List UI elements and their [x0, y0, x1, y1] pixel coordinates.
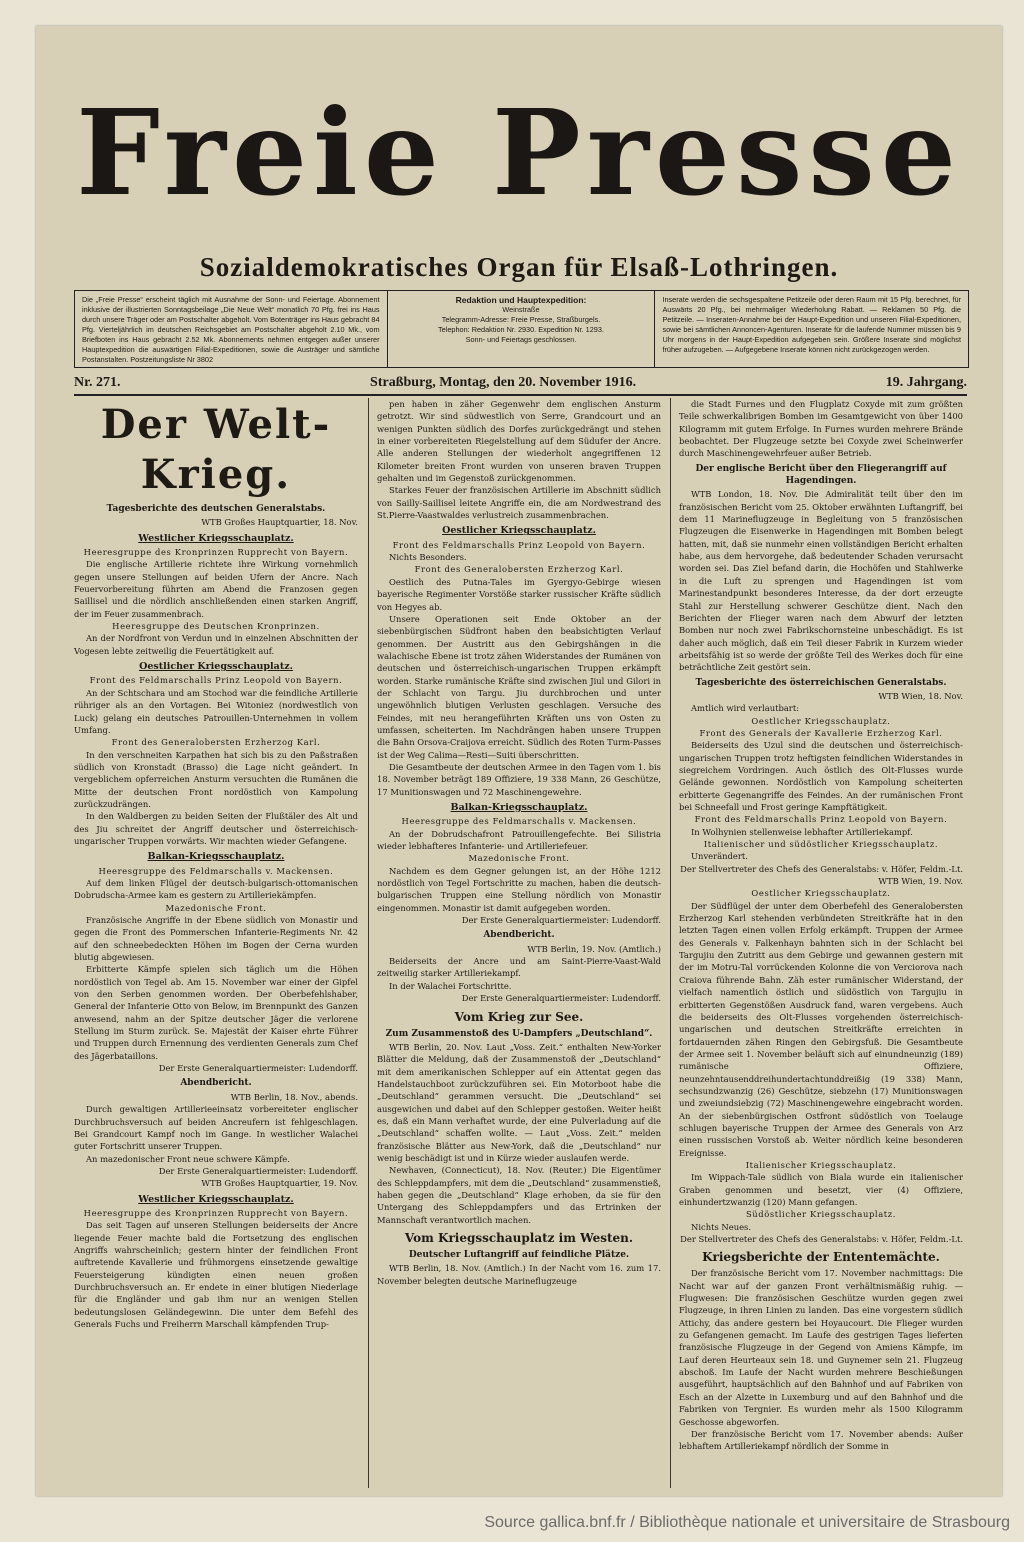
paragraph: In den verschneiten Karpathen hat sich bis zu den Paßstraßen südlich von Kronstadt (Brasso) die Lage nicht geändert. In vergeblichem opferreichen Ansturm versuchten die Rumänen die Mitte der deutschen Front nordöstlich von Kampolung zurückzudrängen. — [74, 749, 358, 809]
heading: Tagesberichte des deutschen Generalstabs. — [106, 504, 326, 514]
heading: Zum Zusammenstoß des U-Dampfers „Deutschland“. — [385, 1028, 653, 1039]
paragraph: Amtlich wird verlautbart: — [691, 703, 799, 714]
heading: Heeresgruppe des Kronprinzen Rupprecht von Bayern. — [83, 547, 349, 558]
paragraph: An der Nordfront von Verdun und in einzelnen Abschnitten der Vogesen lebte zeitweilig die Feuertätigkeit auf. — [74, 633, 358, 656]
heading: Heeresgruppe des Kronprinzen Rupprecht von Bayern. — [83, 1207, 349, 1218]
paragraph: An der Schtschara und am Stochod war die feindliche Artillerie rühriger als an den Vortagen. Bei Witoniez (nordwestlich von Luck) gelang ein deutsches Patrouillen-Unternehmen in vollem Umfang. — [74, 687, 358, 735]
issue-number: Nr. 271. — [74, 375, 121, 390]
paragraph: In den Waldbergen zu beiden Seiten der Flußtäler des Alt und des Jiu schreitet der Angriff deutscher und österreichisch-ungarischer Truppen vorwärts. Wir machten wieder Gefangene. — [74, 811, 358, 846]
paragraph: Newhaven, (Connecticut), 18. Nov. (Reuter.) Die Eigentümer des Schleppdampfers, mit dem die „Deutschland“ zusammenstieß, haben gegen die „Deutschland“ Klage erhoben, da sie für den Untergang des Schleppdampfers und das Ertrinken der Mannschaft verantwortlich machen. — [377, 1165, 661, 1225]
heading: Südöstlicher Kriegsschauplatz. — [745, 1209, 897, 1220]
subtitle: Sozialdemokratisches Organ für Elsaß-Lothringen. — [199, 252, 839, 282]
advertising-info: Inserate werden die sechsgespaltene Petitzeile oder deren Raum mit 15 Pfg. berechnet, für Auswärts 20 Pfg., bei mehrmaliger Wiederholung Rabatt. — Reklamen 50 Pfg. die Petitzeile. — Inseraten-Annahme bei der Haupt-Expedition und unseren Filial-Expeditionen, sowie bei sämtlichen Annoncen-Agenturen. Inserate für die laufende Nummer müssen bis 9 Uhr morgens in der Haupt-Expedition aufgegeben sein. Größere Inserate sind möglichst früher aufzugeben. — Aufgegebene Inserate können nicht zurückgezogen werden. — [662, 295, 961, 354]
heading: Abendbericht. — [483, 930, 555, 941]
paragraph: Oestlich des Putna-Tales im Gyergyo-Gebirge wiesen bayerische Regimenter Vorstöße starker russischer Kräfte südlich von Hegyes ab. — [377, 576, 661, 612]
volume: 19. Jahrgang. — [885, 375, 967, 390]
heading: Oestlicher Kriegsschauplatz. — [751, 715, 891, 726]
column-rule — [670, 398, 671, 1488]
paragraph: An der Dobrudschafront Patrouillengefechte. Bei Silistria wieder lebhafteres Infanterie- und Artilleriefeuer. — [377, 828, 661, 852]
paragraph: Beiderseits der Ancre und am Saint-Pierre-Vaast-Wald zeitweilig starker Artilleriekampf. — [377, 956, 661, 979]
heading: Front des Generalobersten Erzherzog Karl. — [111, 737, 321, 748]
byline: Der Erste Generalquartiermeister: Ludendorff. — [461, 915, 661, 926]
editorial-street: Weinstraße — [502, 305, 540, 314]
source-credit: Source gallica.bnf.fr / Bibliothèque nationale et universitaire de Strasbourg — [484, 1514, 1010, 1531]
paragraph: Nichts Neues. — [691, 1221, 752, 1232]
editorial-hours: Sonn- und Feiertags geschlossen. — [465, 335, 577, 344]
editorial-info — [388, 291, 656, 367]
section-title: Der Welt-Krieg. — [100, 401, 332, 498]
byline: WTB Wien, 18. Nov. — [878, 690, 963, 701]
paragraph: An mazedonischer Front neue schwere Kämpfe. — [86, 1153, 290, 1164]
heading: Vom Kriegsschauplatz im Westen. — [404, 1231, 634, 1245]
paragraph: Der französische Bericht vom 17. November abends: Außer lebhaftem Artilleriekampf nördlich der Somme in — [679, 1428, 963, 1452]
heading: Front des Feldmarschalls Prinz Leopold von Bayern. — [694, 814, 948, 825]
byline: Der Erste Generalquartiermeister: Ludendorff. — [158, 1165, 358, 1176]
paragraph: Nichts Besonders. — [389, 552, 467, 563]
heading: Tagesberichte des österreichischen Generalstabs. — [695, 677, 947, 688]
heading: Front des Feldmarschalls Prinz Leopold von Bayern. — [392, 539, 646, 550]
paragraph: die Stadt Furnes und den Flugplatz Coxyde mit zum größten Teile schwerkalibrigen Bomben im Gesamtgewicht von über 1400 Kilogramm mit gutem Erfolge. In Furnes wurden mehrere Brände beobachtet. Der Flugzeuge setzte bei Coxyde zwei Scheinwerfer durch Maschinengewehrfeuer außer Betrieb. — [679, 399, 963, 459]
paragraph: WTB Berlin, 20. Nov. Laut „Voss. Zeit.“ enthalten New-Yorker Blätter die Meldung, daß der Zusammenstoß der „Deutschland“ mit dem amerikanischen Schlepper auf ein Attentat gegen das Handelstauchboot zurückzuführen sei. Ein Motorboot habe die „Deutschland“ gerammen versucht. Die „Deutschland“ sei ausgewichen und dabei auf den Schlepper gestoßen. Weiter heißt es, daß ein Mann verhaftet wurde, der eine Pulverladung auf die „Deutschland“ schaffen wollte. — Laut „Voss. Zeit.“ melden französische Blätter aus New-York, daß die „Deutschland“ nur wenig beschädigt ist und in Kürze wieder auslaufen werde. — [377, 1041, 661, 1163]
paragraph: Unsere Operationen seit Ende Oktober an der siebenbürgischen Südfront haben den beabsichtigten Verlauf genommen. Der Austritt aus den Gebirgshängen in die walachische Ebene ist trotz zähen Widerstandes der Rumänen von deutschen und österreichisch-ungarischen Truppen erkämpft worden. Starke rumänische Kräfte sind zwischen Jiul und Gilori in der Schlacht von Targu. Jiu durchbrochen und unter ungewöhnlich blutigen Verlusten geschlagen. Versuche des Feindes, mit neu herangeführten Kräften uns von Osten zu umfassen, scheiterten. Im Nachdrängen haben unsere Truppen die Bahn Orsova-Craijova erreicht. Südlich des Roten Turm-Passes ist der Weg Calima—Resti—Suiti überschritten. — [377, 613, 661, 760]
heading: Italienischer Kriegsschauplatz. — [745, 1159, 897, 1170]
heading: Heeresgruppe des Feldmarschalls v. Mackensen. — [98, 865, 334, 876]
heading: Oestlicher Kriegsschauplatz. — [751, 888, 891, 899]
paragraph: Die Gesamtbeute der deutschen Armee in den Tagen vom 1. bis 18. November beträgt 189 Offiziere, 19 338 Mann, 26 Geschütze, 17 Munitionswagen und 72 Maschinengewehre. — [377, 761, 661, 797]
paragraph: Erbitterte Kämpfe spielen sich täglich um die Höhen nordöstlich von Tegel ab. Am 15. November war einer der Gipfel von den Serben genommen worden. Der Oberbefehlshaber, General der Infanterie Otto von Below, im Brennpunkt des Ganzen anwesend, nahm an der Spitze deutscher Jäger die verlorene Stellung im Sturm zurück. Se. Majestät der Kaiser ehrte Führer und Truppen durch Ernennung des verdienten Generals zum Chef des Jägerbataillons. — [74, 964, 358, 1061]
paragraph: Der französische Bericht vom 17. November nachmittags: Die Nacht war auf der ganzen Front verhältnismäßig ruhig. — Flugwesen: Die französischen Geschütze wurden gegen zwei Flugzeuge, in ihren Linien zu landen. Das eine vorgestern südlich Attichy, das andere gestern bei Hoyaucourt. Die Flieger wurden zu Gefangenen gemacht. Im Laufe des gestrigen Tages lieferten französische Flugzeuge in der Gegend von Amiens Kämpfe, im Lauf deren Heurteaux sein 18. und Guynemer sein 21. Flugzeug abschoß. Im Laufe der Nacht wurden mehrere Beschießungen ausgeführt, hauptsächlich auf den Bahnhof und auf Fabriken von Esch an der Alzette in Luxemburg und auf den Bahnhof und die Fabriken von Tergnier. Es wurden mehr als 1500 Kilogramm Geschosse abgeworfen. — [679, 1268, 963, 1427]
byline: WTB Berlin, 18. Nov., abends. — [230, 1091, 358, 1102]
byline: Der Stellvertreter des Chefs des Generalstabs: v. Höfer, Feldm.-Lt. — [680, 1234, 963, 1245]
paragraph: Im Wippach-Tale südlich von Biala wurde ein italienischer Graben genommen und besetzt, vier (4) Offiziere, einhundertzwanzig (120) Mann gefangen. — [679, 1172, 963, 1207]
column-3-body — [679, 398, 963, 1453]
column-2-body — [377, 398, 661, 1287]
column-1 — [74, 398, 358, 1488]
paragraph: Nachdem es dem Gegner gelungen ist, an der Höhe 1212 nordöstlich von Tegel Fortschritte zu machen, haben die deutsch-bulgarischen Truppen eine Stellung nördlich von Monastir eingenommen. Monastir ist damit aufgegeben worden. — [377, 865, 661, 913]
byline: Der Erste Generalquartiermeister: Ludendorff. — [158, 1063, 358, 1074]
heading: Front des Generalobersten Erzherzog Karl. — [414, 564, 624, 575]
byline: WTB Wien, 19. Nov. — [878, 876, 963, 887]
heading: Front des Generals der Kavallerie Erzherzog Karl. — [699, 727, 943, 738]
masthead: Freie Presse — [76, 83, 962, 222]
byline: WTB Großes Hauptquartier, 18. Nov. — [201, 517, 358, 528]
editorial-telephone: Telephon: Redaktion Nr. 2930. Expedition Nr. 1293. — [438, 325, 604, 334]
byline: WTB Großes Hauptquartier, 19. Nov. — [201, 1178, 358, 1189]
paragraph: Beiderseits des Uzul sind die deutschen und österreichisch-ungarischen Truppen trotz heftigsten feindlichen Widerstandes in siegreichem Vordringen. Auch östlich des Olt-Flusses wurde Gelände gewonnen. Nordöstlich von Kampolung scheiterten erbitterte Gegenangriffe des Feindes. An der rumänischen Front bei Schneefall und Frost geringe Kampftätigkeit. — [679, 740, 963, 812]
heading: Westlicher Kriegsschauplatz. — [138, 1193, 294, 1205]
paragraph: In Wolhynien stellenweise lebhafter Artilleriekampf. — [691, 826, 913, 837]
paragraph: Die englische Artillerie richtete ihre Wirkung vornehmlich gegen unsere Stellungen auf beiden Ufern der Ancre. Nach Feuervorbereitung führten am Abend die Franzosen gegen Saillisel und die nördlich anschließenden einen starken Angriff, der im Feuer zusammenbrach. — [74, 559, 358, 619]
heading: Mazedonische Front. — [165, 902, 267, 913]
info-box — [74, 290, 969, 368]
paragraph: WTB Berlin, 18. Nov. (Amtlich.) In der Nacht vom 16. zum 17. November belegten deutsche Marineflugzeuge — [377, 1263, 661, 1286]
heading: Balkan-Kriegsschauplatz. — [147, 851, 285, 863]
heading: Der englische Bericht über den Fliegerangriff auf Hagendingen. — [695, 463, 947, 487]
heading: Abendbericht. — [180, 1078, 252, 1089]
heading: Mazedonische Front. — [468, 853, 570, 864]
heading: Kriegsberichte der Ententemächte. — [702, 1250, 940, 1265]
paragraph: Unverändert. — [691, 851, 748, 862]
column-3 — [679, 398, 963, 1488]
editorial-telegram: Telegramm-Adresse: Freie Presse, Straßburgels. — [441, 315, 601, 324]
paragraph: Starkes Feuer der französischen Artillerie im Abschnitt südlich von Sailly-Saillisel leitete Angriffe ein, die am Nordwestrand des St.Pierre-Vaastwaldes verlustreich zusammenbrachen. — [377, 485, 661, 521]
heading: Heeresgruppe des Feldmarschalls v. Mackensen. — [401, 816, 637, 827]
paragraph: Der Südflügel der unter dem Oberbefehl des Generalobersten Erzherzog Karl stehenden verbündeten Streitkräfte hat in den letzten Tagen einen vollen Erfolg erkämpft. Truppen der Armee des Generals v. Falkenhayn bahnten sich in der Schlacht bei Targujiu den Zutritt aus dem Gebirge und gewannen gestern mit der im Motru-Tal vorrückenden Kolonne die von Verciorova nach Craiova führende Bahn. Zäh ester rumänischer Widerstand, der vielfach namentlich östlich und südöstlich von Targujiu in erbitterten Gegenstößen Ausdruck fand, waren vergebens. Auch die beiderseits des Olt-Flusses vorgehenden österreichisch-ungarischen und deutschen Streitkräfte erreichten in fortdauernden zähen Ringen den Gebirgsfuß. Die Gesamtbeute der Armee seit 1. November beläuft sich auf einundneunzig (189) rumänische Offiziere, neunzehntausenddreihundertachtunddreißig (19 338) Mann, sechsundzwanzig (26) Geschütze, siebzehn (17) Munitionswagen und zweiundsiebzig (72) Maschinengewehre eingebracht worden. An der siebenbürgischen Ostfront südöstlich von Toelauge schlugen bayerische Truppen der Armee des Generals von Arz einen russischen Vorstoß ab. Weiter nördlich keine besonderen Ereignisse. — [679, 900, 963, 1158]
heading: Heeresgruppe des Deutschen Kronprinzen. — [112, 621, 320, 632]
paragraph: WTB London, 18. Nov. Die Admiralität teilt über den im französischen Bericht vom 25. Oktober erwähnten Luftangriff, bei dem 11 Marineflugzeuge in Begleitung von 5 französischen Flugzeugen die Eisenwerke in Hagendingen mit Bomben belegt hatten, mit, daß sie nunmehr einen vollständigen Bericht erhalten habe, aus dem hervorgehe, daß bedeutender Schaden verursacht worden sei. Das Ziel befand darin, die Hochöfen und Stahlwerke in die Luft zu sprengen und Hagendingen ist vom Marinestandpunkt besonderes Interesse, da der dort erzeugte Stahl zur Herstellung schwerer Geschütze dient. Nach den Berichten der Flieger waren nach dem Abwurf der letzten Bomben nur noch zwei Fabrikschornsteine unbeschädigt. Es ist daher auch möglich, daß ein Teil dieser Fabrik in Kurzem wieder arbeitsfähig ist so werde der größte Teil des Werkes doch für eine beträchtliche Zeit gestört sein. — [679, 489, 963, 673]
dateline — [74, 372, 967, 396]
newspaper-page — [36, 26, 1002, 1496]
heading: Italienischer und südöstlicher Kriegsschauplatz. — [703, 839, 939, 850]
paragraph: Französische Angriffe in der Ebene südlich von Monastir und gegen die Front des Pommerschen Infanterie-Regiments Nr. 42 auf den schneebedeckten Höhen im Bogen der Cerna wurden blutig abgewiesen. — [74, 915, 358, 963]
paragraph: Auf dem linken Flügel der deutsch-bulgarisch-ottomanischen Dobrudscha-Armee kam es gestern zu Artilleriekämpfen. — [74, 877, 358, 901]
byline: Der Stellvertreter des Chefs des Generalstabs: v. Höfer, Feldm.-Lt. — [680, 863, 963, 874]
heading: Vom Krieg zur See. — [454, 1009, 584, 1024]
paragraph: Das seit Tagen auf unseren Stellungen beiderseits der Ancre liegende Feuer machte bald die Fortsetzung des englischen Angriffs wahrscheinlich; gestern hinter der feindlichen Front auftretende Kavallerie und frühmorgens einsetzende gewaltige Feuersteigerung kündigten einen neuen großen Durchbruchsversuch an. Er endete in einer blutigen Niederlage für die Engländer und gab ihm nur an wenigen Stellen bedeutungslosen Geländegewinn. Die unter dem Befehl des Generals Fuchs und Freiherrn Marschall kämpfenden Trup- — [74, 1220, 358, 1329]
heading: Westlicher Kriegsschauplatz. — [138, 532, 294, 544]
byline: WTB Berlin, 19. Nov. (Amtlich.) — [527, 943, 661, 954]
heading: Oestlicher Kriegsschauplatz. — [139, 661, 293, 673]
heading: Oestlicher Kriegsschauplatz. — [442, 525, 596, 537]
heading: Deutscher Luftangriff auf feindliche Plätze. — [408, 1250, 630, 1260]
column-2 — [377, 398, 661, 1488]
issue-date: Straßburg, Montag, den 20. November 1916. — [370, 375, 637, 390]
subscription-info: Die „Freie Presse“ erscheint täglich mit Ausnahme der Sonn- und Feiertage. Abonnement inklusive der illustrierten Sonntagsbeilage „Die Neue Welt“ monatlich 70 Pfg. frei ins Haus durch unsere Träger oder am Postschalter abgeholt. Vom Botenträger ins Haus gebracht 84 Pfg. Vierteljährlich im deutschen Reichsgebiet am Postschalter abgeholt 2.10 Mk., vom Briefboten ins Haus gebracht 2.52 Mk. Abonnements nehmen entgegen außer unserer Hauptexpedition die auswärtigen Filial-Expeditionen, sowie die Austräger und sämtliche Postanstalten. Postzeitungsliste Nr 3802 — [75, 291, 388, 367]
paragraph: pen haben in zäher Gegenwehr dem englischen Ansturm getrotzt. Wir sind südwestlich von Serre, Grandcourt und an wenigen Punkten südlich des Dorfes zurückgedrängt und stehen in einer vorbereiteten Riegelstellung auf dem Südufer der Ancre. Alle anderen Stellungen der wiederholt angegriffenen 12 Kilometer breiten Front wurden von unseren braven Truppen gehalten und im Gegenstoß zurückgenommen. — [377, 399, 661, 484]
byline: Der Erste Generalquartiermeister: Ludendorff. — [461, 993, 661, 1004]
heading: Balkan-Kriegsschauplatz. — [450, 802, 588, 813]
editorial-heading: Redaktion und Hauptexpedition: — [455, 295, 587, 305]
paragraph: In der Walachei Fortschritte. — [389, 980, 512, 991]
column-1-body — [74, 503, 358, 1330]
column-rule — [368, 398, 369, 1488]
paragraph: Durch gewaltigen Artillerieeinsatz vorbereiteter englischer Durchbruchsversuch auf beiden Ancreufern ist fehlgeschlagen. Bei Grandcourt Kampf noch im Gange. In westlicher Walachei guter Fortschritt unserer Truppen. — [74, 1104, 358, 1152]
heading: Front des Feldmarschalls Prinz Leopold von Bayern. — [89, 675, 343, 686]
